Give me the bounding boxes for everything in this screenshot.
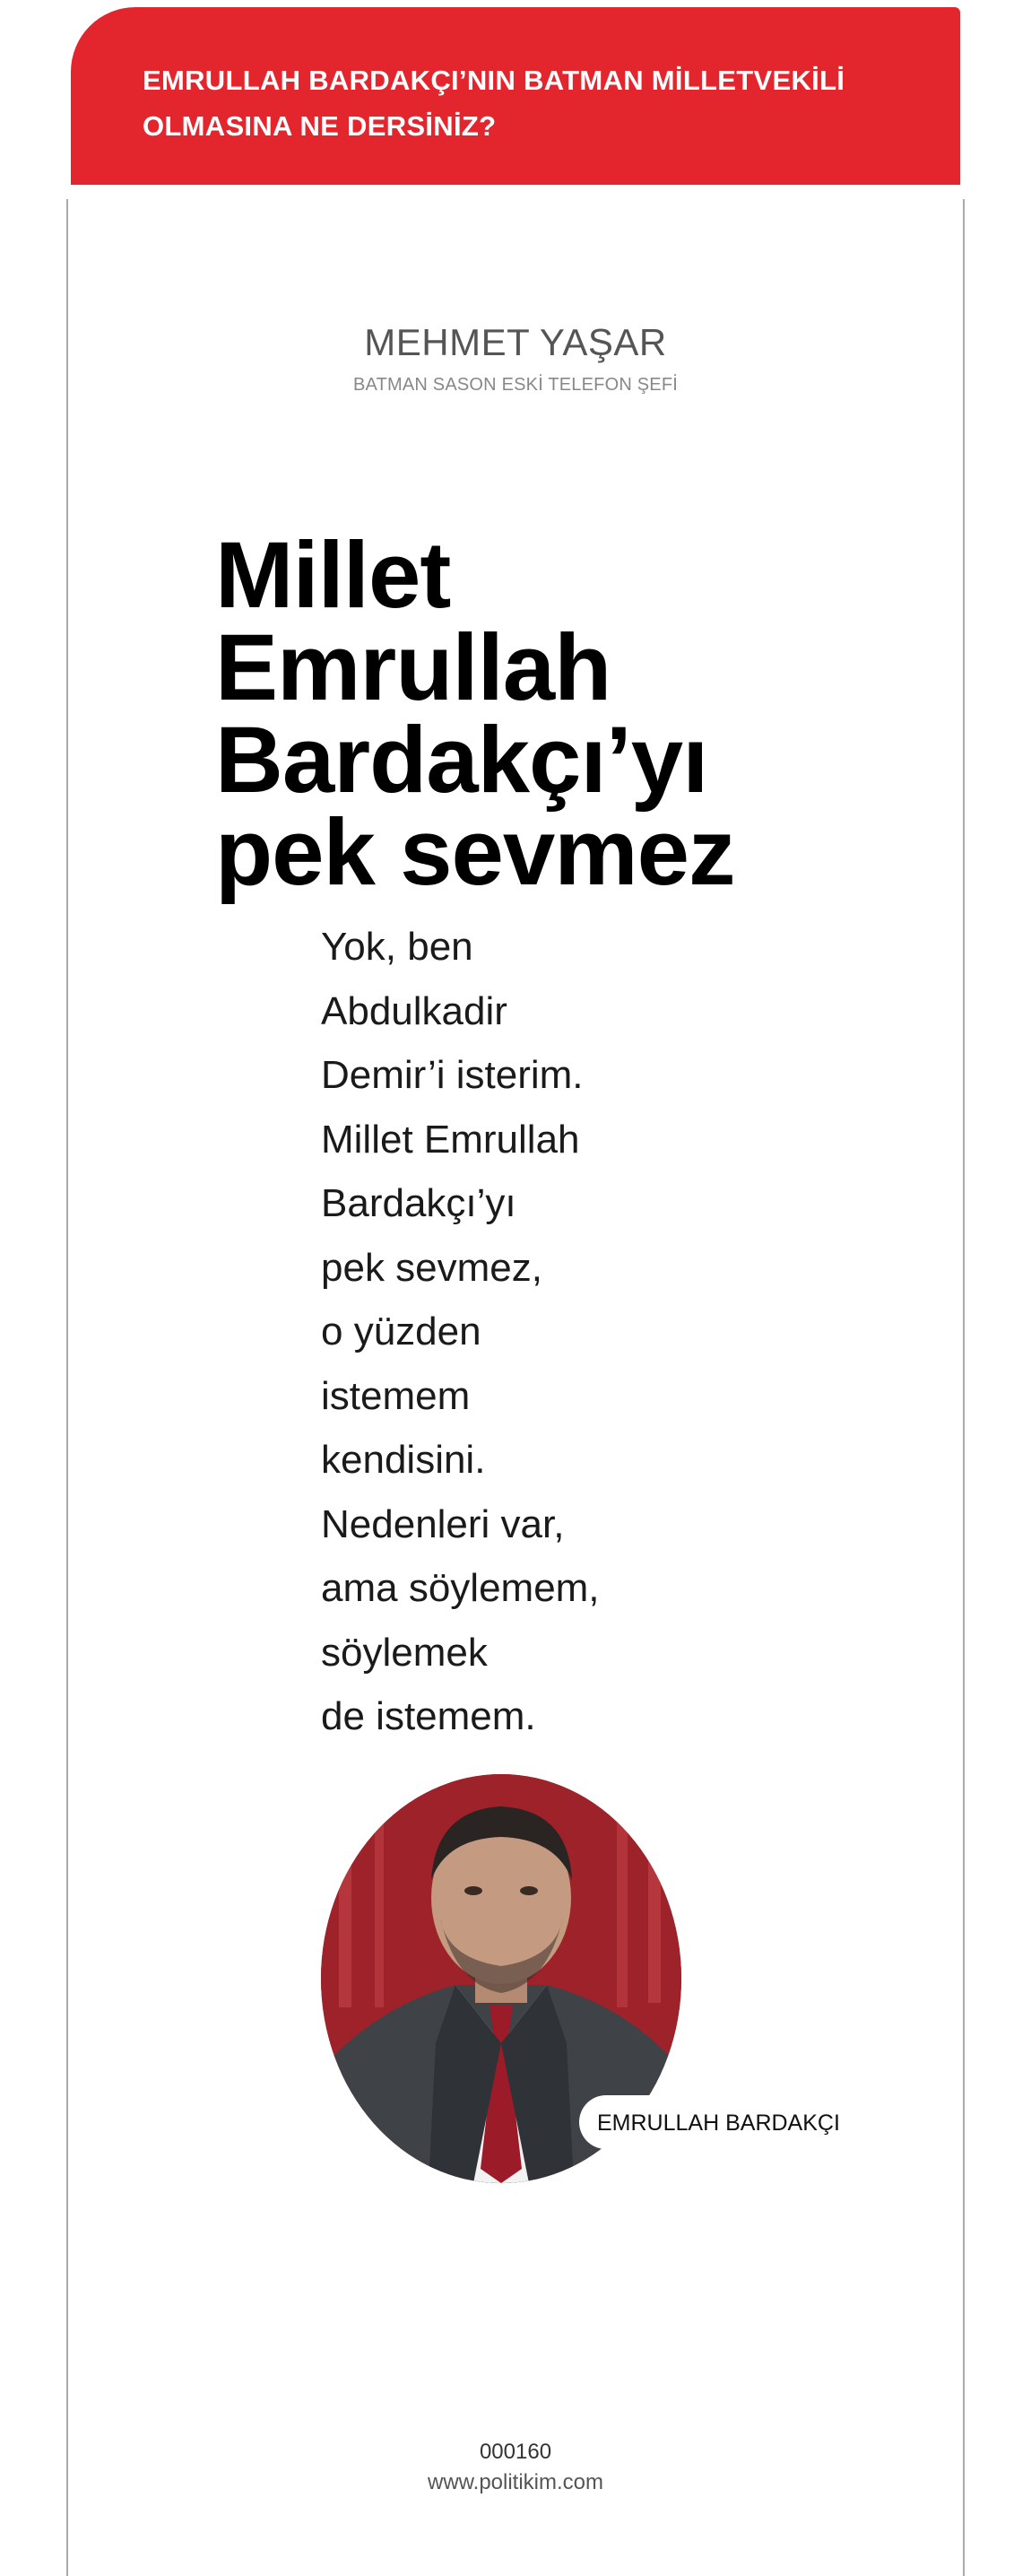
body-line: kendisini. bbox=[321, 1438, 486, 1482]
body-line: Yok, ben bbox=[321, 925, 473, 969]
body-line: o yüzden bbox=[321, 1310, 481, 1353]
photo-caption bbox=[579, 2095, 840, 2149]
footer-url[interactable]: www.politikim.com bbox=[427, 2470, 604, 2494]
body-line: pek sevmez, bbox=[321, 1245, 542, 1290]
author-role: BATMAN SASON ESKİ TELEFON ŞEFİ bbox=[352, 375, 678, 395]
body-line: Nedenleri var, bbox=[321, 1501, 565, 1546]
headline-line: pek sevmez bbox=[215, 800, 735, 905]
body-line: Bardakçı’yı bbox=[321, 1181, 516, 1225]
body-line: istemem bbox=[321, 1373, 471, 1418]
photo-caption-text: EMRULLAH BARDAKÇI bbox=[597, 2110, 840, 2136]
banner-title: EMRULLAH BARDAKÇI’NIN BATMAN MİLLETVEKİLİ OLMASINA NE DERSİNİZ? bbox=[143, 65, 845, 142]
body-line: Millet Emrullah bbox=[321, 1117, 580, 1162]
headline bbox=[215, 523, 771, 905]
headline-line: Millet bbox=[215, 523, 451, 628]
title-banner bbox=[71, 7, 960, 185]
footer-code: 000160 bbox=[479, 2440, 552, 2464]
body-line: Demir’i isterim. bbox=[321, 1053, 584, 1097]
body-line: Abdulkadir bbox=[321, 988, 507, 1033]
body-line: ama söylemem, bbox=[321, 1566, 600, 1610]
body-line: de istemem. bbox=[321, 1694, 536, 1738]
author-name: MEHMET YAŞAR bbox=[364, 321, 667, 363]
headline-line: Bardakçı’yı bbox=[215, 708, 708, 813]
quote-body bbox=[321, 915, 733, 1749]
body-line: söylemek bbox=[321, 1630, 488, 1675]
headline-line: Emrullah bbox=[215, 615, 611, 720]
